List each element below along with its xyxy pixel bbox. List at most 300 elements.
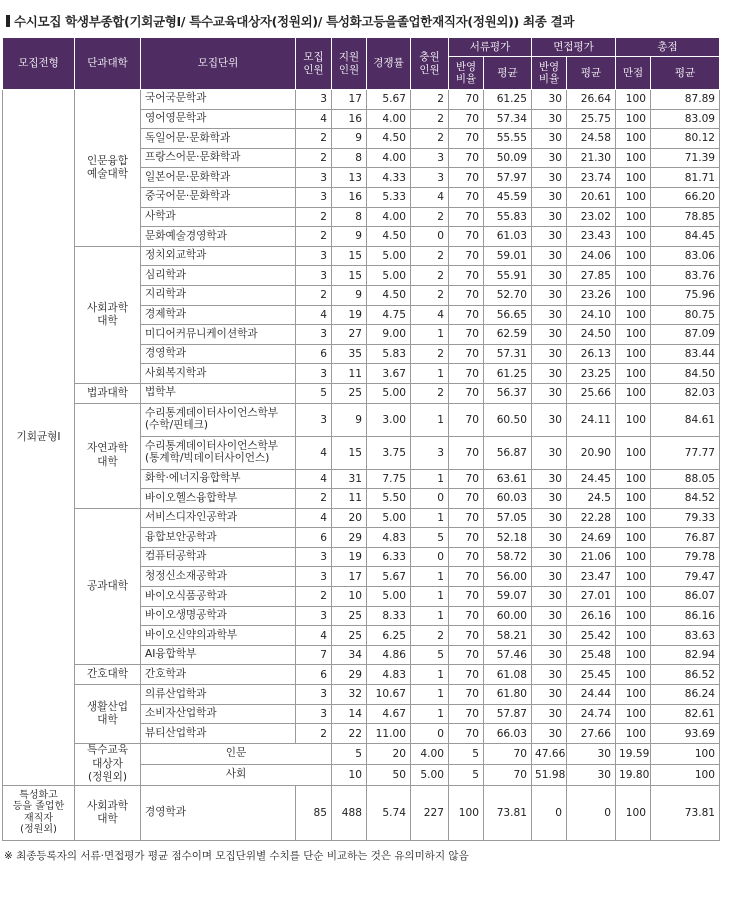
extra-cell: 0: [411, 227, 449, 247]
total-avg-cell: 83.06: [651, 246, 720, 266]
full-cell: 100: [616, 344, 651, 364]
ratio-cell: 6.25: [367, 626, 411, 646]
ratio-cell: 4.83: [367, 528, 411, 548]
unit-cell: 화학·에너지융합학부: [141, 469, 296, 489]
quota-cell: 2: [296, 285, 332, 305]
ratio-cell: 10.67: [367, 685, 411, 705]
extra-cell: 2: [411, 626, 449, 646]
applicants-cell: 15: [332, 246, 367, 266]
unit-cell: 프랑스어문·문화학과: [141, 148, 296, 168]
applicants-cell: 13: [332, 168, 367, 188]
unit-cell: 지리학과: [141, 285, 296, 305]
doc-avg-cell: 55.55: [484, 129, 532, 149]
header-interview-group: 면접평가: [532, 38, 616, 57]
ratio-cell: 4.67: [367, 704, 411, 724]
int-ratio-cell: 30: [532, 344, 567, 364]
header-unit: 모집단위: [141, 38, 296, 90]
ratio-cell: 5.00: [367, 266, 411, 286]
int-ratio-cell: 30: [532, 187, 567, 207]
int-ratio-cell: 30: [532, 383, 567, 403]
quota-cell: 3: [296, 168, 332, 188]
total-avg-cell: 86.52: [651, 665, 720, 685]
int-ratio-cell: 30: [532, 266, 567, 286]
doc-ratio-cell: 70: [449, 305, 484, 325]
doc-ratio-cell: 70: [449, 587, 484, 607]
doc-ratio-cell: 70: [449, 436, 484, 469]
full-cell: 100: [616, 436, 651, 469]
doc-avg-cell: 60.03: [484, 489, 532, 509]
full-cell: 100: [616, 547, 651, 567]
header-total-avg: 평균: [651, 57, 720, 90]
total-avg-cell: 88.05: [651, 469, 720, 489]
int-avg-cell: 25.66: [567, 383, 616, 403]
unit-cell: 경제학과: [141, 305, 296, 325]
int-ratio-cell: 30: [532, 489, 567, 509]
full-cell: 100: [616, 626, 651, 646]
header-full: 만점: [616, 57, 651, 90]
quota-cell: 3: [296, 685, 332, 705]
total-avg-cell: 83.44: [651, 344, 720, 364]
int-avg-cell: 26.64: [567, 90, 616, 110]
int-ratio-cell: 30: [532, 90, 567, 110]
quota-cell: 5: [332, 743, 367, 764]
table-row: [3, 685, 720, 705]
unit-cell: 의류산업학과: [141, 685, 296, 705]
doc-ratio-cell: 70: [449, 403, 484, 436]
full-cell: 100: [616, 325, 651, 345]
header-ratio: 경쟁률: [367, 38, 411, 90]
extra-cell: 2: [411, 344, 449, 364]
int-avg-cell: 26.13: [567, 344, 616, 364]
quota-cell: 3: [296, 567, 332, 587]
quota-cell: 6: [296, 665, 332, 685]
total-avg-cell: 78.85: [651, 207, 720, 227]
total-avg-cell: 84.61: [651, 403, 720, 436]
doc-ratio-cell: 70: [449, 325, 484, 345]
int-ratio-cell: 30: [567, 743, 616, 764]
quota-cell: 2: [296, 587, 332, 607]
full-cell: 100: [616, 305, 651, 325]
doc-avg-cell: 45.59: [484, 187, 532, 207]
full-cell: 100: [616, 187, 651, 207]
int-avg-cell: 24.58: [567, 129, 616, 149]
total-avg-cell: 76.87: [651, 528, 720, 548]
int-avg-cell: 24.45: [567, 469, 616, 489]
ratio-cell: 7.75: [367, 469, 411, 489]
header-int-avg: 평균: [567, 57, 616, 90]
applicants-cell: 10: [332, 587, 367, 607]
int-avg-cell: 21.06: [567, 547, 616, 567]
unit-cell: 바이오헬스융합학부: [141, 489, 296, 509]
int-avg-cell: 0: [567, 785, 616, 840]
doc-avg-cell: 66.03: [484, 724, 532, 744]
int-ratio-cell: 30: [532, 129, 567, 149]
doc-ratio-cell: 70: [449, 383, 484, 403]
doc-ratio-cell: 70: [449, 547, 484, 567]
applicants-cell: 20: [367, 743, 411, 764]
full-cell: 100: [651, 743, 720, 764]
extra-cell: 2: [411, 246, 449, 266]
college-cell: 인문융합 예술대학: [75, 90, 141, 247]
full-cell: 100: [616, 704, 651, 724]
applicants-cell: 8: [332, 148, 367, 168]
quota-cell: 5: [296, 383, 332, 403]
ratio-cell: 5.33: [367, 187, 411, 207]
college-cell: 인문: [141, 743, 332, 764]
extra-cell: 2: [411, 90, 449, 110]
doc-ratio-cell: 70: [449, 508, 484, 528]
applicants-cell: 9: [332, 227, 367, 247]
doc-ratio-cell: 70: [449, 528, 484, 548]
extra-cell: 2: [411, 109, 449, 129]
doc-avg-cell: 61.25: [484, 90, 532, 110]
header-applicants: 지원 인원: [332, 38, 367, 90]
extra-cell: 2: [411, 285, 449, 305]
ratio-cell: 4.50: [367, 129, 411, 149]
extra-cell: 2: [411, 207, 449, 227]
quota-cell: 4: [296, 305, 332, 325]
total-avg-cell: 87.89: [651, 90, 720, 110]
doc-avg-cell: 55.91: [484, 266, 532, 286]
extra-cell: 5: [449, 764, 484, 785]
unit-cell: 바이오식품공학과: [141, 587, 296, 607]
ratio-cell: 11.00: [367, 724, 411, 744]
int-avg-cell: 23.74: [567, 168, 616, 188]
int-ratio-cell: 30: [532, 645, 567, 665]
int-avg-cell: 24.5: [567, 489, 616, 509]
unit-cell: 바이오신약의과학부: [141, 626, 296, 646]
doc-avg-cell: 63.61: [484, 469, 532, 489]
ratio-cell: 4.00: [367, 109, 411, 129]
full-cell: 100: [616, 528, 651, 548]
doc-ratio-cell: 70: [449, 109, 484, 129]
int-ratio-cell: 30: [532, 436, 567, 469]
table-header: [3, 38, 720, 90]
full-cell: 100: [616, 606, 651, 626]
ratio-cell: 4.86: [367, 645, 411, 665]
quota-cell: 3: [296, 187, 332, 207]
quota-cell: 2: [296, 148, 332, 168]
unit-cell: 문화예술경영학과: [141, 227, 296, 247]
ratio-cell: 5.00: [367, 246, 411, 266]
int-avg-cell: 21.30: [567, 148, 616, 168]
doc-ratio-cell: 70: [484, 743, 532, 764]
ratio-cell: 5.67: [367, 90, 411, 110]
applicants-cell: 35: [332, 344, 367, 364]
unit-cell: 경영학과: [141, 344, 296, 364]
quota-cell: 4: [296, 436, 332, 469]
full-cell: 100: [616, 567, 651, 587]
doc-avg-cell: 51.98: [532, 764, 567, 785]
applicants-cell: 9: [332, 285, 367, 305]
college-cell: 간호대학: [75, 665, 141, 685]
extra-cell: 1: [411, 665, 449, 685]
extra-cell: 1: [411, 364, 449, 384]
doc-avg-cell: 57.97: [484, 168, 532, 188]
extra-cell: 1: [411, 403, 449, 436]
total-avg-cell: 80.75: [651, 305, 720, 325]
doc-avg-cell: 55.83: [484, 207, 532, 227]
college-cell: 사회과학 대학: [75, 246, 141, 383]
full-cell: 100: [616, 129, 651, 149]
title-bar-icon: [6, 15, 10, 27]
table-row: [3, 508, 720, 528]
applicants-cell: 50: [367, 764, 411, 785]
int-ratio-cell: 30: [532, 724, 567, 744]
total-avg-cell: 80.12: [651, 129, 720, 149]
full-cell: 100: [616, 587, 651, 607]
quota-cell: 2: [296, 489, 332, 509]
unit-cell: 청정신소재공학과: [141, 567, 296, 587]
int-ratio-cell: 30: [532, 587, 567, 607]
doc-avg-cell: 50.09: [484, 148, 532, 168]
total-avg-cell: 86.24: [651, 685, 720, 705]
extra-cell: 5: [449, 743, 484, 764]
extra-cell: 4: [411, 305, 449, 325]
quota-cell: 2: [296, 129, 332, 149]
applicants-cell: 19: [332, 305, 367, 325]
applicants-cell: 25: [332, 606, 367, 626]
unit-cell: 컴퓨터공학과: [141, 547, 296, 567]
unit-cell: 영어영문학과: [141, 109, 296, 129]
int-ratio-cell: 30: [532, 227, 567, 247]
unit-cell: AI융합학부: [141, 645, 296, 665]
int-avg-cell: 23.25: [567, 364, 616, 384]
total-avg-cell: 77.77: [651, 436, 720, 469]
extra-cell: 5: [411, 528, 449, 548]
page-title: [6, 12, 574, 30]
applicants-cell: 14: [332, 704, 367, 724]
applicants-cell: 9: [332, 129, 367, 149]
ratio-cell: 5.83: [367, 344, 411, 364]
applicants-cell: 15: [332, 266, 367, 286]
int-avg-cell: 25.75: [567, 109, 616, 129]
doc-ratio-cell: 70: [449, 469, 484, 489]
group-cell: 기회균형Ⅰ: [3, 90, 75, 786]
total-avg-cell: 87.09: [651, 325, 720, 345]
applicants-cell: 17: [332, 90, 367, 110]
college-cell: 사회: [141, 764, 332, 785]
applicants-cell: 25: [332, 383, 367, 403]
unit-cell: 미디어커뮤니케이션학과: [141, 325, 296, 345]
int-avg-cell: 22.28: [567, 508, 616, 528]
ratio-cell: 8.33: [367, 606, 411, 626]
full-cell: 100: [616, 785, 651, 840]
total-avg-cell: 84.45: [651, 227, 720, 247]
unit-cell: 일본어문·문화학과: [141, 168, 296, 188]
full-cell: 100: [616, 148, 651, 168]
unit-cell: 사회복지학과: [141, 364, 296, 384]
int-ratio-cell: 30: [532, 508, 567, 528]
int-avg-cell: 24.06: [567, 246, 616, 266]
extra-cell: 0: [411, 489, 449, 509]
applicants-cell: 8: [332, 207, 367, 227]
int-ratio-cell: 30: [532, 528, 567, 548]
int-ratio-cell: 30: [532, 246, 567, 266]
unit-cell: 경영학과: [141, 785, 296, 840]
ratio-cell: 4.83: [367, 665, 411, 685]
int-ratio-cell: 30: [532, 665, 567, 685]
quota-cell: 4: [296, 469, 332, 489]
doc-ratio-cell: 70: [449, 724, 484, 744]
int-ratio-cell: 30: [567, 764, 616, 785]
quota-cell: 2: [296, 207, 332, 227]
unit-cell: 융합보안공학과: [141, 528, 296, 548]
unit-cell: 간호학과: [141, 665, 296, 685]
full-cell: 100: [616, 645, 651, 665]
int-avg-cell: 27.01: [567, 587, 616, 607]
int-ratio-cell: 30: [532, 168, 567, 188]
quota-cell: 3: [296, 403, 332, 436]
applicants-cell: 34: [332, 645, 367, 665]
applicants-cell: 16: [332, 187, 367, 207]
applicants-cell: 29: [332, 665, 367, 685]
doc-avg-cell: 52.18: [484, 528, 532, 548]
full-cell: 100: [616, 109, 651, 129]
unit-cell: 법학부: [141, 383, 296, 403]
ratio-cell: 3.00: [367, 403, 411, 436]
doc-avg-cell: 57.46: [484, 645, 532, 665]
table-row: [3, 90, 720, 110]
unit-cell: 뷰티산업학과: [141, 724, 296, 744]
doc-ratio-cell: 70: [449, 187, 484, 207]
extra-cell: 1: [411, 567, 449, 587]
quota-cell: 4: [296, 626, 332, 646]
int-ratio-cell: 30: [532, 685, 567, 705]
int-ratio-cell: 30: [532, 364, 567, 384]
doc-avg-cell: 58.21: [484, 626, 532, 646]
college-cell: 법과대학: [75, 383, 141, 403]
doc-ratio-cell: 70: [449, 685, 484, 705]
int-avg-cell: 20.61: [567, 187, 616, 207]
extra-cell: 4: [411, 187, 449, 207]
int-ratio-cell: 30: [532, 469, 567, 489]
total-avg-cell: 82.94: [651, 645, 720, 665]
quota-cell: 85: [296, 785, 332, 840]
unit-cell: 정치외교학과: [141, 246, 296, 266]
unit-cell: 수리통계데이터사이언스학부 (수학/핀테크): [141, 403, 296, 436]
int-ratio-cell: 30: [532, 285, 567, 305]
quota-cell: 3: [296, 90, 332, 110]
doc-avg-cell: 61.25: [484, 364, 532, 384]
int-avg-cell: 24.50: [567, 325, 616, 345]
header-type: 모집전형: [3, 38, 75, 90]
ratio-cell: 4.33: [367, 168, 411, 188]
doc-ratio-cell: 70: [449, 606, 484, 626]
applicants-cell: 19: [332, 547, 367, 567]
doc-avg-cell: 61.08: [484, 665, 532, 685]
int-avg-cell: 24.10: [567, 305, 616, 325]
doc-avg-cell: 59.07: [484, 587, 532, 607]
full-cell: 100: [616, 489, 651, 509]
doc-avg-cell: 61.03: [484, 227, 532, 247]
total-avg-cell: 84.50: [651, 364, 720, 384]
ratio-cell: 5.74: [367, 785, 411, 840]
applicants-cell: 15: [332, 436, 367, 469]
doc-ratio-cell: 70: [449, 148, 484, 168]
doc-ratio-cell: 70: [449, 344, 484, 364]
college-cell: 공과대학: [75, 508, 141, 665]
quota-cell: 3: [296, 266, 332, 286]
applicants-cell: 20: [332, 508, 367, 528]
full-cell: 100: [616, 207, 651, 227]
total-avg-cell: 82.61: [651, 704, 720, 724]
applicants-cell: 16: [332, 109, 367, 129]
int-avg-cell: 19.59: [616, 743, 651, 764]
extra-cell: 0: [411, 547, 449, 567]
applicants-cell: 25: [332, 626, 367, 646]
table-row: [3, 743, 720, 764]
ratio-cell: 4.50: [367, 227, 411, 247]
full-cell: 100: [616, 285, 651, 305]
int-ratio-cell: 30: [532, 567, 567, 587]
unit-cell: 중국어문·문화학과: [141, 187, 296, 207]
ratio-cell: 6.33: [367, 547, 411, 567]
int-avg-cell: 23.47: [567, 567, 616, 587]
table-row: [3, 383, 720, 403]
header-int-reflect: 반영 비율: [532, 57, 567, 90]
applicants-cell: 488: [332, 785, 367, 840]
header-total-group: 총점: [616, 38, 720, 57]
total-avg-cell: 71.39: [651, 148, 720, 168]
extra-cell: 5: [411, 645, 449, 665]
college-cell: 생활산업 대학: [75, 685, 141, 744]
table-body: [3, 90, 720, 841]
page-title-text: 수시모집 학생부종합(기회균형Ⅰ/ 특수교육대상자(정원외)/ 특성화고등을졸업한재직자(정원외)) 최종 결과: [14, 14, 575, 29]
applicants-cell: 9: [332, 403, 367, 436]
table-row: [3, 785, 720, 840]
ratio-cell: 5.50: [367, 489, 411, 509]
doc-ratio-cell: 70: [484, 764, 532, 785]
extra-cell: 1: [411, 325, 449, 345]
extra-cell: 2: [411, 383, 449, 403]
extra-cell: 1: [411, 606, 449, 626]
quota-cell: 3: [296, 606, 332, 626]
int-avg-cell: 27.85: [567, 266, 616, 286]
extra-cell: 1: [411, 469, 449, 489]
header-college: 단과대학: [75, 38, 141, 90]
doc-avg-cell: 52.70: [484, 285, 532, 305]
total-avg-cell: 93.69: [651, 724, 720, 744]
quota-cell: 6: [296, 344, 332, 364]
applicants-cell: 22: [332, 724, 367, 744]
doc-ratio-cell: 70: [449, 129, 484, 149]
int-avg-cell: 26.16: [567, 606, 616, 626]
college-cell: 사회과학 대학: [75, 785, 141, 840]
doc-ratio-cell: 70: [449, 489, 484, 509]
extra-cell: 1: [411, 704, 449, 724]
unit-cell: 서비스디자인공학과: [141, 508, 296, 528]
full-cell: 100: [616, 403, 651, 436]
quota-cell: 7: [296, 645, 332, 665]
total-avg-cell: 82.03: [651, 383, 720, 403]
int-ratio-cell: 30: [532, 403, 567, 436]
ratio-cell: 3.67: [367, 364, 411, 384]
extra-cell: 2: [411, 129, 449, 149]
header-doc-avg: 평균: [484, 57, 532, 90]
int-avg-cell: 23.43: [567, 227, 616, 247]
unit-cell: 심리학과: [141, 266, 296, 286]
doc-ratio-cell: 70: [449, 266, 484, 286]
doc-ratio-cell: 70: [449, 90, 484, 110]
quota-cell: 2: [296, 227, 332, 247]
full-cell: 100: [616, 508, 651, 528]
quota-cell: 3: [296, 246, 332, 266]
int-avg-cell: 23.02: [567, 207, 616, 227]
full-cell: 100: [616, 227, 651, 247]
results-table: [2, 37, 720, 841]
unit-cell: 수리통계데이터사이언스학부 (통계학/빅데이터사이언스): [141, 436, 296, 469]
